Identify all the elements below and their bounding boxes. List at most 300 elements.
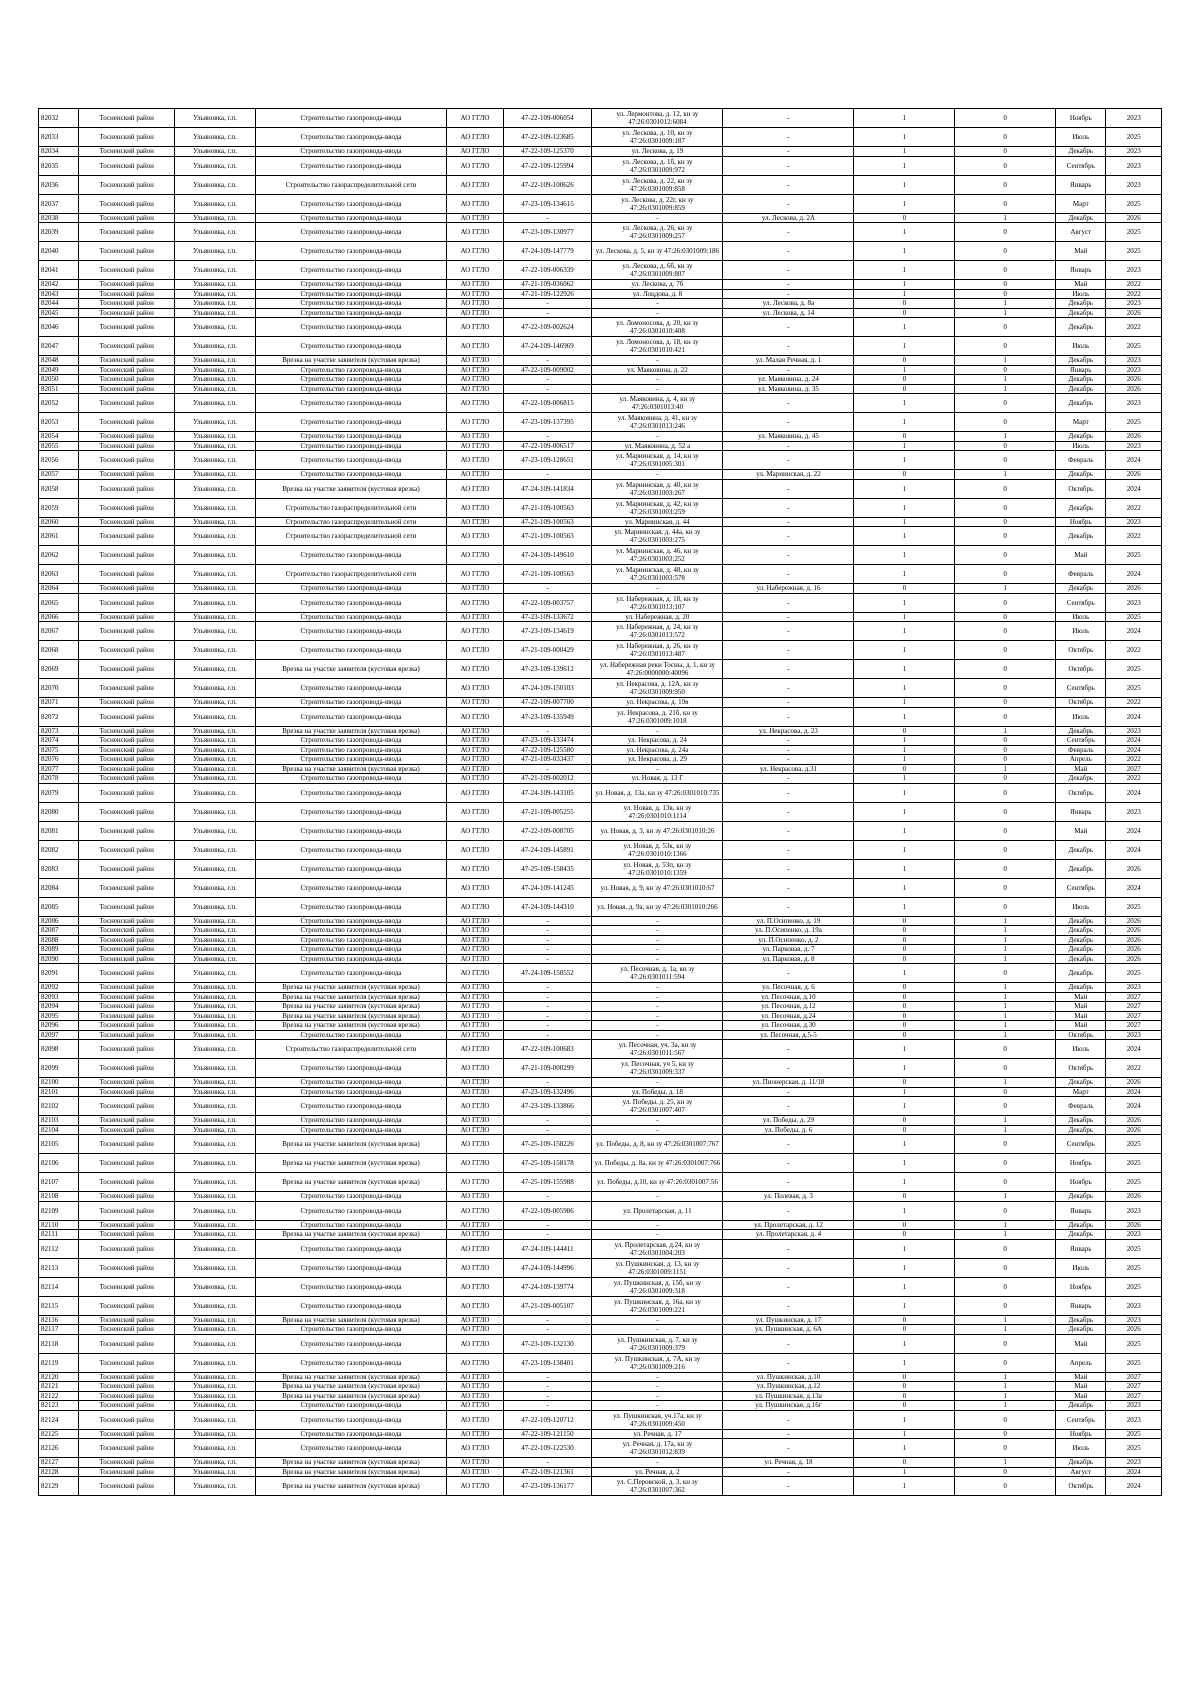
- work-type-cell: Строительство газопровода-ввода: [255, 1401, 447, 1411]
- year-cell: 2025: [1106, 413, 1162, 432]
- month-cell: Декабрь: [1056, 1325, 1106, 1335]
- month-cell: Май: [1056, 1334, 1106, 1353]
- row-number: 82068: [39, 641, 79, 660]
- month-cell: Сентябрь: [1056, 593, 1106, 612]
- planned-address-cell: -: [723, 593, 854, 612]
- settlement-cell: Ульяновка, г.п.: [175, 916, 256, 926]
- organization-cell: АО ГГЛО: [447, 1325, 503, 1335]
- district-cell: Тосненский район: [79, 337, 175, 356]
- year-cell: 2026: [1106, 1220, 1162, 1230]
- application-number-cell: 47-22-109-008705: [503, 821, 592, 840]
- district-cell: Тосненский район: [79, 1011, 175, 1021]
- flag-b-cell: 1: [955, 1030, 1056, 1040]
- application-number-cell: 47-25-109-158435: [503, 859, 592, 878]
- table-row: [39, 147, 1162, 157]
- row-number: 82083: [39, 859, 79, 878]
- planned-address-cell: -: [723, 859, 854, 878]
- flag-b-cell: 1: [955, 1220, 1056, 1230]
- settlement-cell: Ульяновка, г.п.: [175, 1097, 256, 1116]
- district-cell: Тосненский район: [79, 470, 175, 480]
- flag-b-cell: 0: [955, 1135, 1056, 1154]
- district-cell: Тосненский район: [79, 1401, 175, 1411]
- planned-address-cell: -: [723, 840, 854, 859]
- table-row: [39, 1002, 1162, 1012]
- month-cell: Октябрь: [1056, 783, 1106, 802]
- organization-cell: АО ГГЛО: [447, 565, 503, 584]
- month-cell: Июль: [1056, 128, 1106, 147]
- work-type-cell: Врезка на участке заявителя (кустовая врезка): [255, 1391, 447, 1401]
- settlement-cell: Ульяновка, г.п.: [175, 593, 256, 612]
- row-number: 82088: [39, 935, 79, 945]
- settlement-cell: Ульяновка, г.п.: [175, 707, 256, 726]
- row-number: 82099: [39, 1059, 79, 1078]
- table-row: [39, 1382, 1162, 1392]
- table-row: [39, 1154, 1162, 1173]
- application-number-cell: 47-22-109-006054: [503, 109, 592, 128]
- row-number: 82035: [39, 156, 79, 175]
- month-cell: Декабрь: [1056, 432, 1106, 442]
- planned-address-cell: -: [723, 1258, 854, 1277]
- application-number-cell: 47-23-109-132130: [503, 1334, 592, 1353]
- organization-cell: АО ГГЛО: [447, 584, 503, 594]
- month-cell: Январь: [1056, 365, 1106, 375]
- flag-b-cell: 0: [955, 859, 1056, 878]
- table-row: [39, 1315, 1162, 1325]
- flag-b-cell: 0: [955, 1467, 1056, 1477]
- work-type-cell: Строительство газопровода-ввода: [255, 1334, 447, 1353]
- year-cell: 2026: [1106, 470, 1162, 480]
- application-number-cell: 47-21-109-100563: [503, 498, 592, 517]
- year-cell: 2023: [1106, 1201, 1162, 1220]
- district-cell: Тосненский район: [79, 1382, 175, 1392]
- settlement-cell: Ульяновка, г.п.: [175, 1116, 256, 1126]
- flag-b-cell: 0: [955, 517, 1056, 527]
- row-number: 82032: [39, 109, 79, 128]
- application-number-cell: -: [503, 432, 592, 442]
- flag-b-cell: 0: [955, 821, 1056, 840]
- work-type-cell: Строительство газопровода-ввода: [255, 1097, 447, 1116]
- flag-a-cell: 1: [854, 441, 955, 451]
- table-row: [39, 432, 1162, 442]
- month-cell: Сентябрь: [1056, 736, 1106, 746]
- settlement-cell: Ульяновка, г.п.: [175, 470, 256, 480]
- planned-address-cell: -: [723, 289, 854, 299]
- settlement-cell: Ульяновка, г.п.: [175, 660, 256, 679]
- object-address-cell: -: [592, 1382, 723, 1392]
- table-row: [39, 384, 1162, 394]
- flag-b-cell: 1: [955, 1458, 1056, 1468]
- object-address-cell: -: [592, 213, 723, 223]
- table-row: [39, 1116, 1162, 1126]
- application-number-cell: 47-24-109-145891: [503, 840, 592, 859]
- row-number: 82053: [39, 413, 79, 432]
- table-row: [39, 736, 1162, 746]
- row-number: 82105: [39, 1135, 79, 1154]
- flag-a-cell: 1: [854, 1239, 955, 1258]
- settlement-cell: Ульяновка, г.п.: [175, 384, 256, 394]
- planned-address-cell: -: [723, 783, 854, 802]
- row-number: 82033: [39, 128, 79, 147]
- month-cell: Декабрь: [1056, 859, 1106, 878]
- month-cell: Май: [1056, 764, 1106, 774]
- organization-cell: АО ГГЛО: [447, 840, 503, 859]
- planned-address-cell: ул. Мариинская, д. 22: [723, 470, 854, 480]
- flag-a-cell: 1: [854, 194, 955, 213]
- application-number-cell: 47-21-109-100563: [503, 517, 592, 527]
- application-number-cell: 47-22-109-120712: [503, 1410, 592, 1429]
- work-type-cell: Врезка на участке заявителя (кустовая врезка): [255, 1135, 447, 1154]
- month-cell: Декабрь: [1056, 356, 1106, 366]
- month-cell: Июль: [1056, 897, 1106, 916]
- organization-cell: АО ГГЛО: [447, 1030, 503, 1040]
- month-cell: Май: [1056, 1002, 1106, 1012]
- planned-address-cell: -: [723, 679, 854, 698]
- table-row: [39, 128, 1162, 147]
- month-cell: Декабрь: [1056, 584, 1106, 594]
- application-number-cell: 47-22-109-007700: [503, 698, 592, 708]
- row-number: 82069: [39, 660, 79, 679]
- work-type-cell: Строительство газопровода-ввода: [255, 156, 447, 175]
- month-cell: Январь: [1056, 261, 1106, 280]
- year-cell: 2027: [1106, 1002, 1162, 1012]
- object-address-cell: ул. Мариинская, д. 40, кн зу 47:26:0301003:267: [592, 479, 723, 498]
- flag-a-cell: 0: [854, 375, 955, 385]
- month-cell: Апрель: [1056, 1353, 1106, 1372]
- planned-address-cell: ул. Победы, д. 6: [723, 1125, 854, 1135]
- month-cell: Июль: [1056, 612, 1106, 622]
- organization-cell: АО ГГЛО: [447, 745, 503, 755]
- district-cell: Тосненский район: [79, 242, 175, 261]
- year-cell: 2026: [1106, 1116, 1162, 1126]
- table-row: [39, 280, 1162, 290]
- object-address-cell: -: [592, 726, 723, 736]
- table-row: [39, 175, 1162, 194]
- settlement-cell: Ульяновка, г.п.: [175, 1277, 256, 1296]
- district-cell: Тосненский район: [79, 840, 175, 859]
- application-number-cell: -: [503, 1030, 592, 1040]
- flag-b-cell: 0: [955, 565, 1056, 584]
- district-cell: Тосненский район: [79, 945, 175, 955]
- organization-cell: АО ГГЛО: [447, 612, 503, 622]
- month-cell: Декабрь: [1056, 1125, 1106, 1135]
- table-row: [39, 1125, 1162, 1135]
- application-number-cell: 47-23-109-137395: [503, 413, 592, 432]
- planned-address-cell: -: [723, 1097, 854, 1116]
- flag-b-cell: 1: [955, 1325, 1056, 1335]
- flag-a-cell: 1: [854, 593, 955, 612]
- district-cell: Тосненский район: [79, 451, 175, 470]
- settlement-cell: Ульяновка, г.п.: [175, 156, 256, 175]
- application-number-cell: 47-21-109-100563: [503, 527, 592, 546]
- district-cell: Тосненский район: [79, 1391, 175, 1401]
- row-number: 82104: [39, 1125, 79, 1135]
- district-cell: Тосненский район: [79, 774, 175, 784]
- month-cell: Март: [1056, 194, 1106, 213]
- flag-a-cell: 1: [854, 289, 955, 299]
- flag-a-cell: 0: [854, 1372, 955, 1382]
- object-address-cell: ул. Лескова, д. 1б, кн зу 47:26:0301009:972: [592, 156, 723, 175]
- object-address-cell: ул. Лоцдова, д. 8: [592, 289, 723, 299]
- organization-cell: АО ГГЛО: [447, 1173, 503, 1192]
- planned-address-cell: ул. Некрасова, д. 23: [723, 726, 854, 736]
- work-type-cell: Строительство газопровода-ввода: [255, 1059, 447, 1078]
- application-number-cell: 47-22-109-006815: [503, 394, 592, 413]
- flag-b-cell: 1: [955, 384, 1056, 394]
- row-number: 82111: [39, 1230, 79, 1240]
- row-number: 82051: [39, 384, 79, 394]
- district-cell: Тосненский район: [79, 1002, 175, 1012]
- flag-a-cell: 1: [854, 365, 955, 375]
- flag-a-cell: 1: [854, 451, 955, 470]
- planned-address-cell: -: [723, 479, 854, 498]
- work-type-cell: Строительство газопровода-ввода: [255, 802, 447, 821]
- year-cell: 2023: [1106, 441, 1162, 451]
- row-number: 82073: [39, 726, 79, 736]
- row-number: 82045: [39, 308, 79, 318]
- organization-cell: АО ГГЛО: [447, 859, 503, 878]
- flag-b-cell: 0: [955, 1040, 1056, 1059]
- work-type-cell: Строительство газопровода-ввода: [255, 698, 447, 708]
- flag-b-cell: 0: [955, 622, 1056, 641]
- planned-address-cell: ул. Малая Речная, д. 1: [723, 356, 854, 366]
- organization-cell: АО ГГЛО: [447, 470, 503, 480]
- work-type-cell: Строительство газопровода-ввода: [255, 1258, 447, 1277]
- planned-address-cell: ул. Парковая, д. 8: [723, 954, 854, 964]
- row-number: 82106: [39, 1154, 79, 1173]
- application-number-cell: -: [503, 1011, 592, 1021]
- planned-address-cell: -: [723, 337, 854, 356]
- organization-cell: АО ГГЛО: [447, 1439, 503, 1458]
- organization-cell: АО ГГЛО: [447, 546, 503, 565]
- planned-address-cell: -: [723, 698, 854, 708]
- work-type-cell: Врезка на участке заявителя (кустовая врезка): [255, 1467, 447, 1477]
- settlement-cell: Ульяновка, г.п.: [175, 764, 256, 774]
- year-cell: 2022: [1106, 318, 1162, 337]
- application-number-cell: -: [503, 1116, 592, 1126]
- object-address-cell: ул. Некрасова, д. 21б, кн зу 47:26:0301009:1018: [592, 707, 723, 726]
- year-cell: 2025: [1106, 679, 1162, 698]
- row-number: 82086: [39, 916, 79, 926]
- flag-a-cell: 0: [854, 992, 955, 1002]
- month-cell: Декабрь: [1056, 527, 1106, 546]
- application-number-cell: 47-23-109-133672: [503, 612, 592, 622]
- flag-b-cell: 0: [955, 1258, 1056, 1277]
- flag-b-cell: 0: [955, 223, 1056, 242]
- organization-cell: АО ГГЛО: [447, 935, 503, 945]
- organization-cell: АО ГГЛО: [447, 641, 503, 660]
- flag-b-cell: 0: [955, 897, 1056, 916]
- flag-b-cell: 1: [955, 1116, 1056, 1126]
- organization-cell: АО ГГЛО: [447, 783, 503, 802]
- settlement-cell: Ульяновка, г.п.: [175, 1201, 256, 1220]
- year-cell: 2023: [1106, 365, 1162, 375]
- organization-cell: АО ГГЛО: [447, 945, 503, 955]
- year-cell: 2024: [1106, 821, 1162, 840]
- flag-b-cell: 0: [955, 498, 1056, 517]
- object-address-cell: ул. Пушкинская, д. 7А, кн зу 47:26:0301009:216: [592, 1353, 723, 1372]
- work-type-cell: Строительство газопровода-ввода: [255, 1325, 447, 1335]
- application-number-cell: 47-22-109-125370: [503, 147, 592, 157]
- work-type-cell: Строительство газопровода-ввода: [255, 289, 447, 299]
- planned-address-cell: ул. Маяковина, д. 45: [723, 432, 854, 442]
- organization-cell: АО ГГЛО: [447, 1429, 503, 1439]
- year-cell: 2022: [1106, 774, 1162, 784]
- table-row: [39, 1429, 1162, 1439]
- settlement-cell: Ульяновка, г.п.: [175, 1011, 256, 1021]
- district-cell: Тосненский район: [79, 308, 175, 318]
- flag-a-cell: 1: [854, 1087, 955, 1097]
- flag-b-cell: 1: [955, 1230, 1056, 1240]
- month-cell: Июль: [1056, 289, 1106, 299]
- planned-address-cell: -: [723, 964, 854, 983]
- planned-address-cell: -: [723, 755, 854, 765]
- year-cell: 2023: [1106, 261, 1162, 280]
- object-address-cell: ул. Лермонтова, д. 12, кн зу 47:26:0301012:6084: [592, 109, 723, 128]
- settlement-cell: Ульяновка, г.п.: [175, 1477, 256, 1496]
- organization-cell: АО ГГЛО: [447, 109, 503, 128]
- object-address-cell: -: [592, 926, 723, 936]
- settlement-cell: Ульяновка, г.п.: [175, 840, 256, 859]
- application-number-cell: 47-24-109-144310: [503, 897, 592, 916]
- district-cell: Тосненский район: [79, 1192, 175, 1202]
- district-cell: Тосненский район: [79, 802, 175, 821]
- organization-cell: АО ГГЛО: [447, 441, 503, 451]
- row-number: 82067: [39, 622, 79, 641]
- district-cell: Тосненский район: [79, 156, 175, 175]
- planned-address-cell: -: [723, 736, 854, 746]
- flag-a-cell: 1: [854, 897, 955, 916]
- object-address-cell: ул. Новая, д. 9а, кн зу 47:26:0301010:266: [592, 897, 723, 916]
- month-cell: Декабрь: [1056, 964, 1106, 983]
- year-cell: 2022: [1106, 1059, 1162, 1078]
- row-number: 82078: [39, 774, 79, 784]
- application-number-cell: -: [503, 1382, 592, 1392]
- work-type-cell: Строительство газопровода-ввода: [255, 916, 447, 926]
- flag-a-cell: 1: [854, 783, 955, 802]
- settlement-cell: Ульяновка, г.п.: [175, 1467, 256, 1477]
- application-number-cell: 47-21-109-100563: [503, 565, 592, 584]
- object-address-cell: -: [592, 935, 723, 945]
- work-type-cell: Строительство газопровода-ввода: [255, 432, 447, 442]
- flag-a-cell: 1: [854, 175, 955, 194]
- object-address-cell: ул. Некрасова, д. 12А, кн зу 47:26:0301009:950: [592, 679, 723, 698]
- flag-b-cell: 0: [955, 679, 1056, 698]
- row-number: 82114: [39, 1277, 79, 1296]
- district-cell: Тосненский район: [79, 441, 175, 451]
- settlement-cell: Ульяновка, г.п.: [175, 1192, 256, 1202]
- settlement-cell: Ульяновка, г.п.: [175, 451, 256, 470]
- application-number-cell: 47-24-109-141834: [503, 479, 592, 498]
- flag-a-cell: 0: [854, 1220, 955, 1230]
- object-address-cell: ул. Победы, д. 18: [592, 1087, 723, 1097]
- flag-a-cell: 0: [854, 470, 955, 480]
- flag-b-cell: 0: [955, 736, 1056, 746]
- organization-cell: АО ГГЛО: [447, 223, 503, 242]
- district-cell: Тосненский район: [79, 878, 175, 897]
- work-type-cell: Врезка на участке заявителя (кустовая врезка): [255, 1173, 447, 1192]
- settlement-cell: Ульяновка, г.п.: [175, 261, 256, 280]
- month-cell: Сентябрь: [1056, 156, 1106, 175]
- table-row: [39, 764, 1162, 774]
- year-cell: 2024: [1106, 1097, 1162, 1116]
- work-type-cell: Строительство газораспределительной сети: [255, 517, 447, 527]
- application-number-cell: -: [503, 954, 592, 964]
- object-address-cell: ул. Мариинская, д. 42, кн зу 47:26:0301003:259: [592, 498, 723, 517]
- year-cell: 2023: [1106, 1401, 1162, 1411]
- settlement-cell: Ульяновка, г.п.: [175, 736, 256, 746]
- flag-a-cell: 1: [854, 679, 955, 698]
- application-number-cell: -: [503, 945, 592, 955]
- flag-a-cell: 1: [854, 1258, 955, 1277]
- planned-address-cell: -: [723, 1477, 854, 1496]
- organization-cell: АО ГГЛО: [447, 194, 503, 213]
- district-cell: Тосненский район: [79, 147, 175, 157]
- work-type-cell: Строительство газопровода-ввода: [255, 280, 447, 290]
- planned-address-cell: ул. Песочная, д.10: [723, 992, 854, 1002]
- planned-address-cell: ул. Лескова, д. 14: [723, 308, 854, 318]
- month-cell: Ноябрь: [1056, 1277, 1106, 1296]
- work-type-cell: Строительство газопровода-ввода: [255, 109, 447, 128]
- object-address-cell: ул. Набережная, д. 20: [592, 612, 723, 622]
- application-number-cell: 47-21-109-002012: [503, 774, 592, 784]
- row-number: 82101: [39, 1087, 79, 1097]
- row-number: 82128: [39, 1467, 79, 1477]
- month-cell: Декабрь: [1056, 299, 1106, 309]
- table-row: [39, 479, 1162, 498]
- object-address-cell: -: [592, 1391, 723, 1401]
- object-address-cell: -: [592, 470, 723, 480]
- row-number: 82057: [39, 470, 79, 480]
- row-number: 82117: [39, 1325, 79, 1335]
- month-cell: Май: [1056, 242, 1106, 261]
- application-number-cell: 47-21-109-000429: [503, 641, 592, 660]
- work-type-cell: Врезка на участке заявителя (кустовая врезка): [255, 1002, 447, 1012]
- work-type-cell: Строительство газопровода-ввода: [255, 451, 447, 470]
- row-number: 82087: [39, 926, 79, 936]
- application-number-cell: 47-23-109-132496: [503, 1087, 592, 1097]
- application-number-cell: -: [503, 992, 592, 1002]
- planned-address-cell: ул. Песочная, д. 6: [723, 983, 854, 993]
- planned-address-cell: -: [723, 565, 854, 584]
- work-type-cell: Строительство газопровода-ввода: [255, 935, 447, 945]
- flag-b-cell: 0: [955, 413, 1056, 432]
- object-address-cell: ул. Пушкинская, д. 16а, кн зу 47:26:0301009:221: [592, 1296, 723, 1315]
- district-cell: Тосненский район: [79, 954, 175, 964]
- month-cell: Январь: [1056, 802, 1106, 821]
- table-row: [39, 774, 1162, 784]
- month-cell: Сентябрь: [1056, 1135, 1106, 1154]
- year-cell: 2026: [1106, 859, 1162, 878]
- planned-address-cell: ул. Пролетарская, д. 12: [723, 1220, 854, 1230]
- planned-address-cell: ул. Речная, д. 18: [723, 1458, 854, 1468]
- district-cell: Тосненский район: [79, 213, 175, 223]
- organization-cell: АО ГГЛО: [447, 1116, 503, 1126]
- month-cell: Ноябрь: [1056, 109, 1106, 128]
- district-cell: Тосненский район: [79, 299, 175, 309]
- district-cell: Тосненский район: [79, 1220, 175, 1230]
- settlement-cell: Ульяновка, г.п.: [175, 1059, 256, 1078]
- flag-b-cell: 1: [955, 1125, 1056, 1135]
- work-type-cell: Врезка на участке заявителя (кустовая врезка): [255, 1230, 447, 1240]
- year-cell: 2024: [1106, 479, 1162, 498]
- organization-cell: АО ГГЛО: [447, 802, 503, 821]
- work-type-cell: Строительство газопровода-ввода: [255, 926, 447, 936]
- flag-a-cell: 1: [854, 546, 955, 565]
- organization-cell: АО ГГЛО: [447, 175, 503, 194]
- table-row: [39, 1059, 1162, 1078]
- application-number-cell: 47-23-109-133474: [503, 736, 592, 746]
- month-cell: Декабрь: [1056, 1401, 1106, 1411]
